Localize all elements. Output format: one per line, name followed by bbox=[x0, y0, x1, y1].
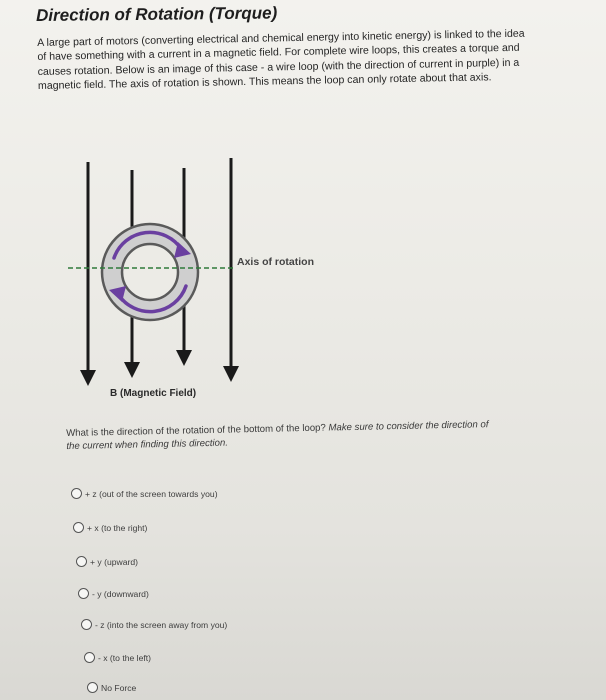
option-plus-z[interactable] bbox=[71, 488, 218, 499]
field-arrow-3 bbox=[176, 350, 192, 366]
radio-icon[interactable] bbox=[84, 652, 95, 663]
radio-icon[interactable] bbox=[78, 588, 89, 599]
wire-loop bbox=[102, 224, 198, 320]
option-minus-z[interactable] bbox=[81, 619, 227, 630]
intro-paragraph: A large part of motors (converting electrical and chemical energy into kinetic energy) is linked to the idea of have something with a current in a magnetic field. For complete wire loops, this creates a torque and causes rotation. Below is an image of this case - a wire loop (with the direction of current in purple) in a magnetic field. The axis of rotation is shown. This means the loop can only rotate about that axis. bbox=[37, 27, 525, 93]
option-label: + z (out of the screen towards you) bbox=[85, 488, 218, 499]
option-label: - y (downward) bbox=[92, 588, 149, 599]
option-label: + y (upward) bbox=[90, 556, 138, 567]
field-arrow-2 bbox=[124, 362, 140, 378]
question-prompt: What is the direction of the rotation of the bottom of the loop? bbox=[66, 422, 326, 439]
loop-diagram-svg bbox=[60, 150, 350, 410]
option-minus-x[interactable] bbox=[84, 652, 151, 663]
option-label: - x (to the left) bbox=[98, 652, 152, 663]
axis-of-rotation-label: Axis of rotation bbox=[237, 256, 315, 268]
page-title: Direction of Rotation (Torque) bbox=[36, 3, 278, 25]
option-plus-x[interactable] bbox=[73, 522, 147, 533]
option-minus-y[interactable] bbox=[78, 588, 149, 599]
loop-diagram bbox=[60, 150, 350, 410]
option-label: - z (into the screen away from you) bbox=[95, 619, 228, 630]
option-no-force[interactable] bbox=[87, 682, 136, 693]
option-plus-y[interactable] bbox=[76, 556, 138, 567]
wire-loop-inner bbox=[122, 244, 178, 300]
radio-icon[interactable] bbox=[76, 556, 87, 567]
radio-icon[interactable] bbox=[87, 682, 98, 693]
radio-icon[interactable] bbox=[81, 619, 92, 630]
question-hint: Make sure to consider the direction of the current when finding this direction. bbox=[66, 419, 489, 452]
magnetic-field-label: B (Magnetic Field) bbox=[110, 388, 197, 399]
question-text bbox=[66, 418, 496, 453]
option-label: + x (to the right) bbox=[87, 522, 148, 533]
field-arrow-4 bbox=[223, 366, 239, 382]
option-label: No Force bbox=[101, 682, 137, 693]
radio-icon[interactable] bbox=[71, 488, 82, 499]
field-arrow-1 bbox=[80, 370, 96, 386]
radio-icon[interactable] bbox=[73, 522, 84, 533]
